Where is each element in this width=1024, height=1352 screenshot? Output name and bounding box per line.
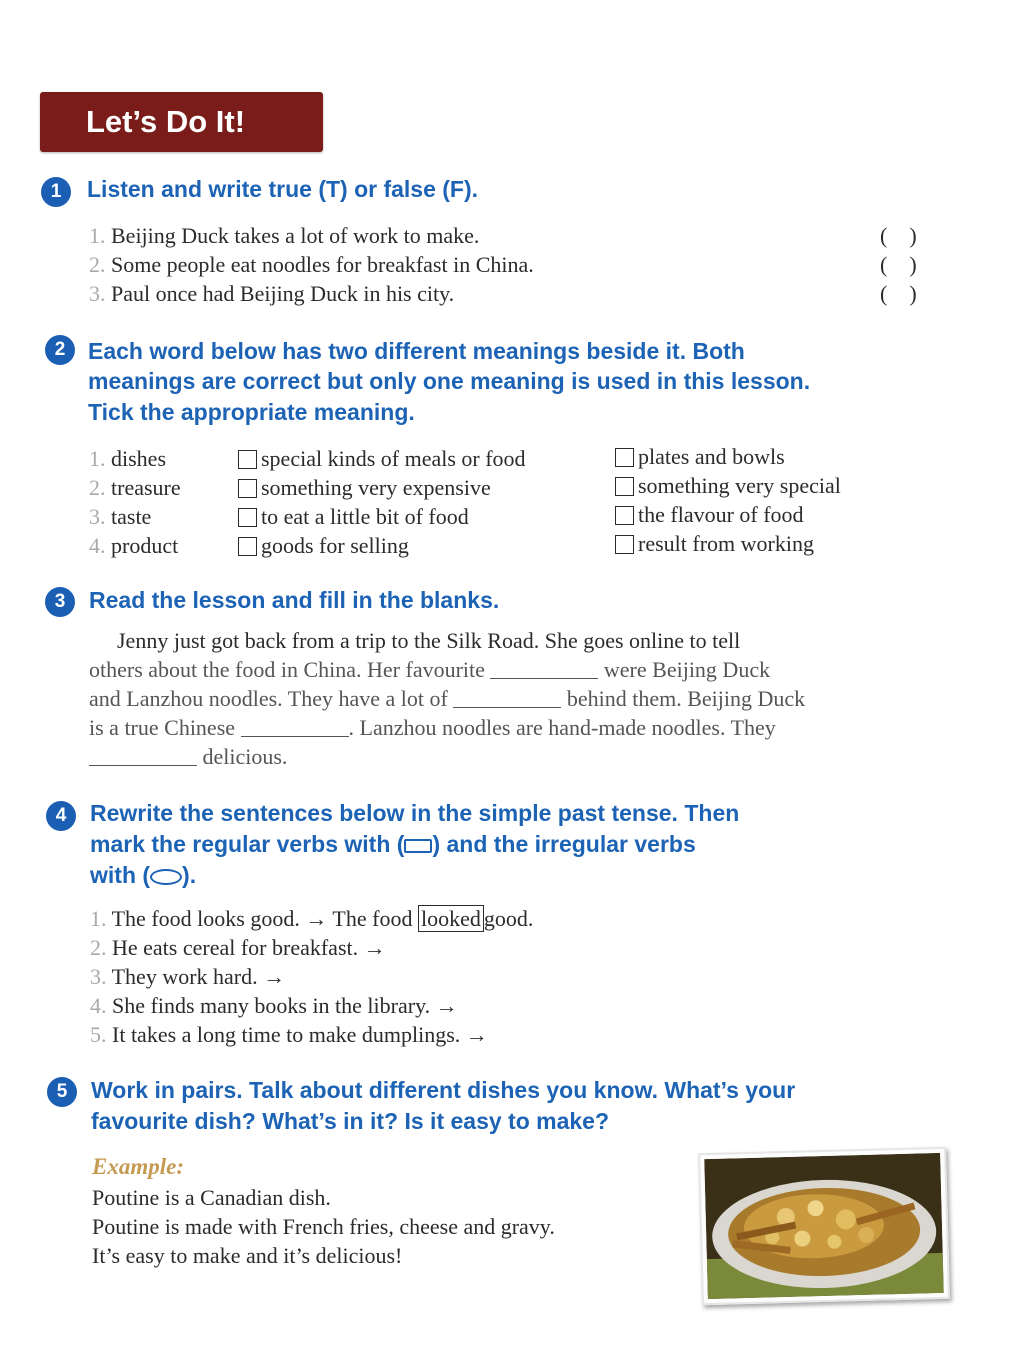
checkbox[interactable] <box>615 506 634 525</box>
passage-line-4: is a true Chinese . Lanzhou noodles are hand-made noodles. They <box>89 715 776 740</box>
example-label: Example: <box>92 1154 184 1179</box>
meaning-word-1: 1. dishes <box>89 446 166 471</box>
meaning-word-2: 2. treasure <box>89 475 181 500</box>
tf-item-2: 2. Some people eat noodles for breakfast in China. <box>89 252 534 277</box>
meaning-word-3: 3. taste <box>89 504 152 529</box>
section-3-number: 3 <box>45 587 75 617</box>
section-5-number: 5 <box>47 1077 77 1107</box>
section-1-instruction: Listen and write true (T) or false (F). <box>87 176 479 202</box>
section-3-instruction: Read the lesson and fill in the blanks. <box>89 587 500 613</box>
rewrite-item-5[interactable]: 5. It takes a long time to make dumplings. → <box>90 1022 488 1047</box>
passage-line-5: delicious. <box>89 742 287 771</box>
meaning-option-1a[interactable]: special kinds of meals or food <box>238 444 526 473</box>
section-4-instruction-line-3: with ( ). <box>90 862 197 888</box>
passage-line-3: and Lanzhou noodles. They have a lot of behind them. Beijing Duck <box>89 686 806 711</box>
checkbox[interactable] <box>615 477 634 496</box>
section-4-instruction-line-1: Rewrite the sentences below in the simple past tense. Then <box>90 800 740 826</box>
fill-blank-4[interactable] <box>89 745 197 766</box>
meaning-option-1b[interactable]: plates and bowls <box>615 442 785 471</box>
meaning-option-2b[interactable]: something very special <box>615 471 841 500</box>
rectangle-symbol-icon <box>404 839 432 853</box>
checkbox[interactable] <box>615 535 634 554</box>
section-2-number: 2 <box>45 335 75 365</box>
checkbox[interactable] <box>238 537 257 556</box>
section-2-instruction-line-3: Tick the appropriate meaning. <box>88 399 415 425</box>
oval-symbol-icon <box>150 869 182 885</box>
example-line-1: Poutine is a Canadian dish. <box>92 1185 331 1210</box>
checkbox[interactable] <box>238 479 257 498</box>
meaning-option-4b[interactable]: result from working <box>615 529 814 558</box>
section-2-instruction-line-2: meanings are correct but only one meaning is used in this lesson. <box>88 368 811 394</box>
rewrite-item-1: 1. The food looks good. → The food looked good. <box>90 906 534 931</box>
section-5-instruction-line-1: Work in pairs. Talk about different dishes you know. What’s your <box>91 1077 796 1103</box>
rewrite-item-4[interactable]: 4. She finds many books in the library. → <box>90 993 458 1018</box>
meaning-option-3b[interactable]: the flavour of food <box>615 500 804 529</box>
poutine-image-icon <box>704 1153 944 1299</box>
checkbox[interactable] <box>238 450 257 469</box>
section-5-instruction-line-2: favourite dish? What’s in it? Is it easy to make? <box>91 1108 610 1134</box>
meaning-option-2a[interactable]: something very expensive <box>238 473 491 502</box>
section-4-instruction-line-2: mark the regular verbs with ( ) and the irregular verbs <box>90 831 696 857</box>
passage-line-1: Jenny just got back from a trip to the Silk Road. She goes online to tell <box>117 628 741 653</box>
example-answer-box: looked <box>418 905 484 932</box>
answer-blank-2[interactable]: ( ) <box>880 252 917 277</box>
fill-blank-3[interactable] <box>241 716 349 737</box>
example-line-2: Poutine is made with French fries, cheese and gravy. <box>92 1214 555 1239</box>
lets-do-it-banner: Let’s Do It! <box>40 92 323 152</box>
section-1-number: 1 <box>41 177 71 207</box>
section-4-number: 4 <box>46 801 76 831</box>
section-2-instruction-line-1: Each word below has two different meanings beside it. Both <box>88 338 745 364</box>
answer-blank-3[interactable]: ( ) <box>880 281 917 306</box>
fill-blank-2[interactable] <box>453 687 561 708</box>
rewrite-item-3[interactable]: 3. They work hard. → <box>90 964 286 989</box>
meaning-option-4a[interactable]: goods for selling <box>238 531 409 560</box>
passage-line-2: others about the food in China. Her favourite were Beijing Duck <box>89 657 771 682</box>
meaning-word-4: 4. product <box>89 533 179 558</box>
tf-item-1: 1. Beijing Duck takes a lot of work to make. <box>89 223 480 248</box>
checkbox[interactable] <box>615 448 634 467</box>
poutine-photo <box>698 1147 950 1305</box>
tf-item-3: 3. Paul once had Beijing Duck in his city. <box>89 281 455 306</box>
rewrite-item-2[interactable]: 2. He eats cereal for breakfast. → <box>90 935 386 960</box>
meaning-option-3a[interactable]: to eat a little bit of food <box>238 502 469 531</box>
answer-blank-1[interactable]: ( ) <box>880 223 917 248</box>
checkbox[interactable] <box>238 508 257 527</box>
fill-blank-1[interactable] <box>490 658 598 679</box>
example-line-3: It’s easy to make and it’s delicious! <box>92 1243 403 1268</box>
